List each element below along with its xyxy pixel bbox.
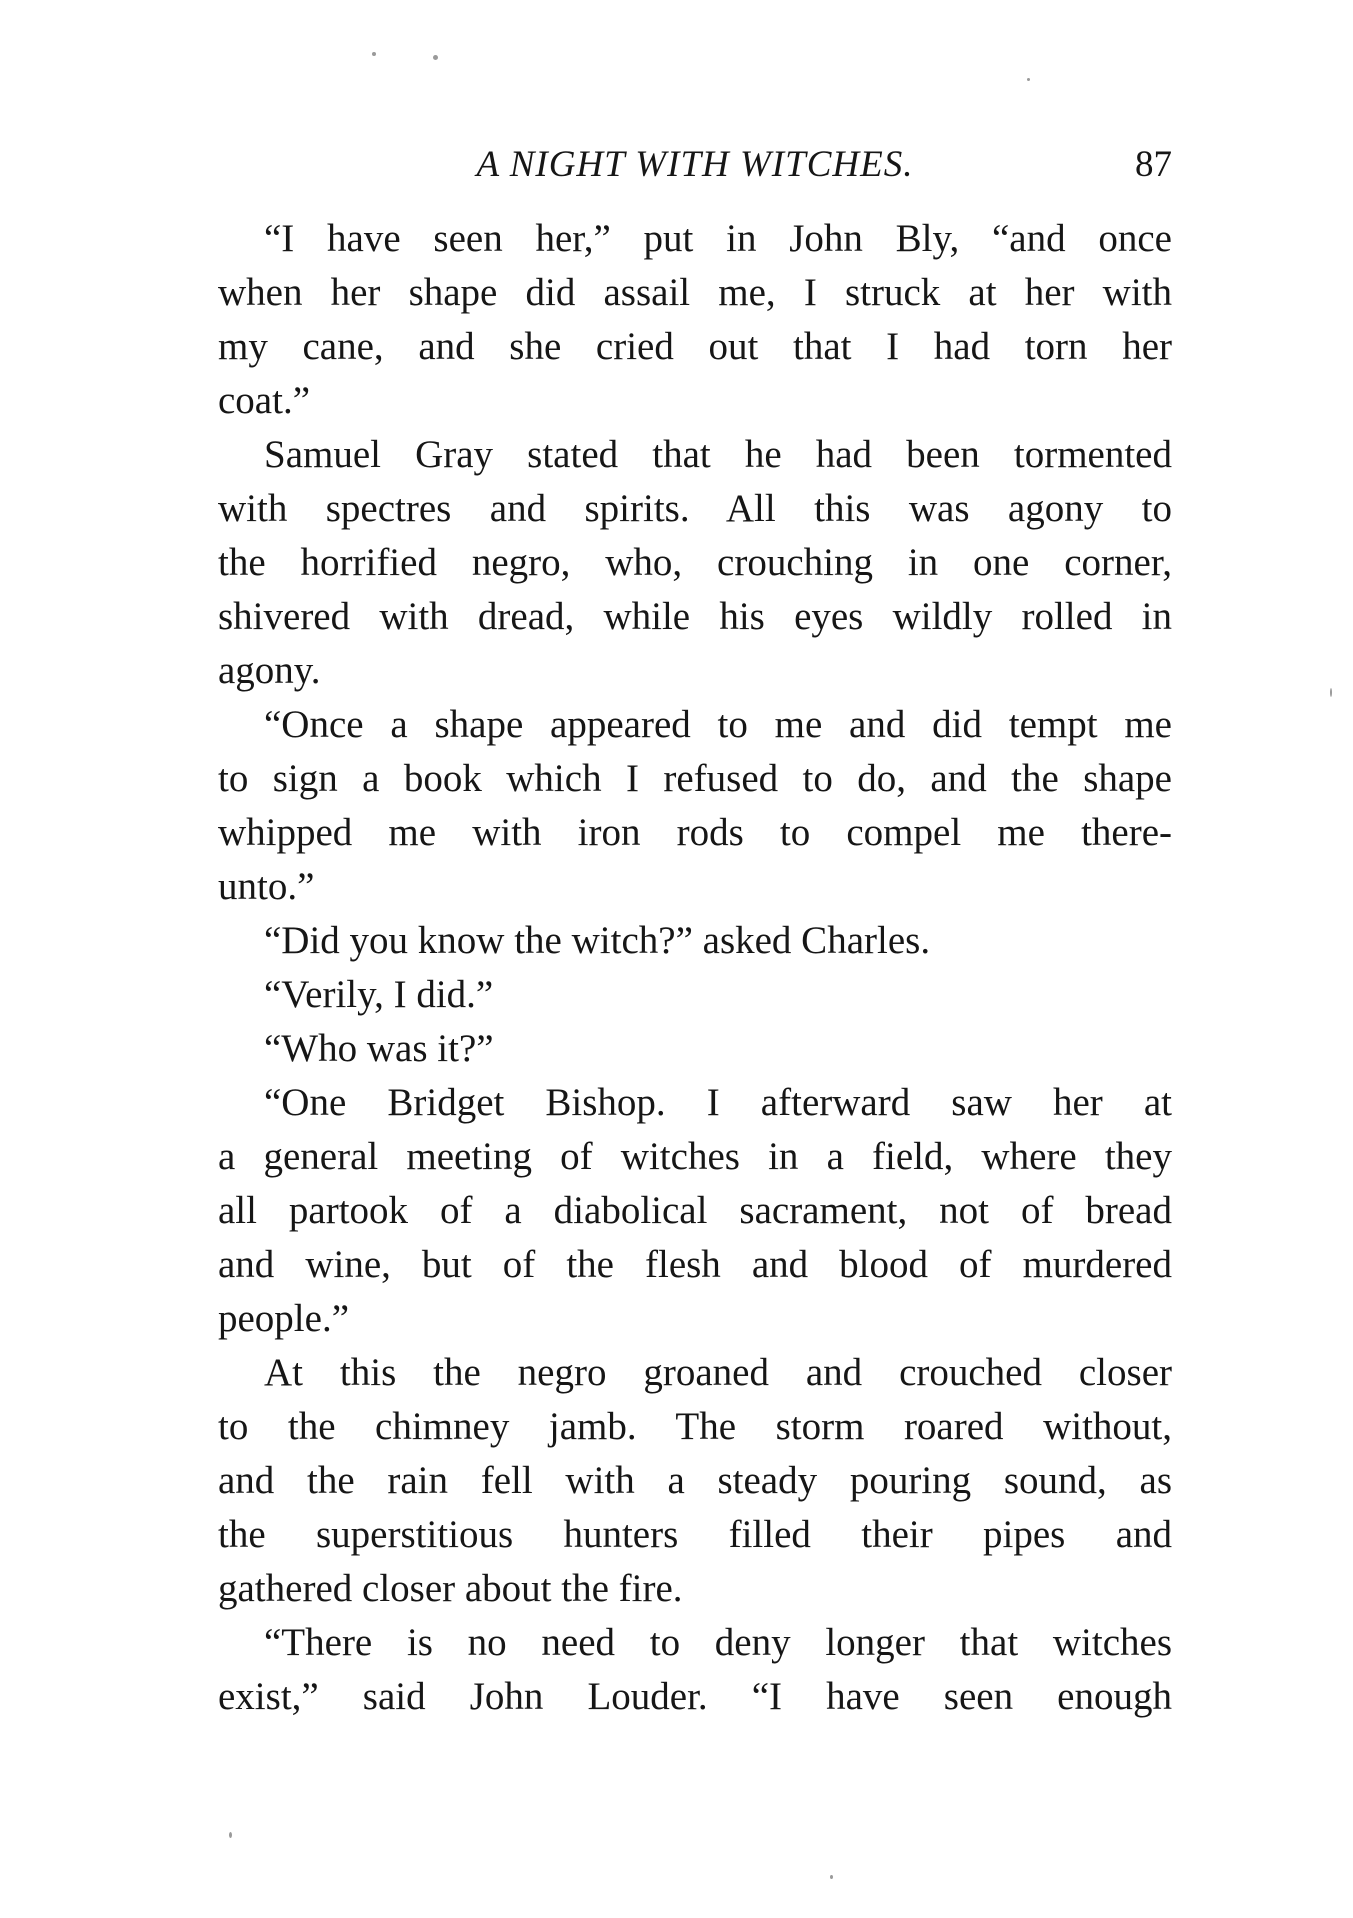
paragraph (218, 698, 1172, 914)
paragraph (218, 1346, 1172, 1616)
text-line: unto.” (218, 865, 315, 908)
text-line: “Once a shape appeared to me and did tempt me (264, 703, 1172, 746)
text-line: “One Bridget Bishop. I afterward saw her at (264, 1081, 1172, 1124)
paper-speck (433, 55, 438, 60)
text-line: my cane, and she cried out that I had torn her (218, 325, 1172, 368)
text-line: whipped me with iron rods to compel me there- (218, 811, 1172, 854)
paragraph (218, 1076, 1172, 1346)
text-line: “I have seen her,” put in John Bly, “and once (264, 217, 1172, 260)
paragraph (218, 212, 1172, 428)
text-line: gathered closer about the fire. (218, 1567, 683, 1610)
text-line: At this the negro groaned and crouched closer (264, 1351, 1172, 1394)
text-line: and the rain fell with a steady pouring sound, as (218, 1459, 1172, 1502)
text-line: agony. (218, 649, 321, 692)
paper-speck (1027, 78, 1030, 81)
text-line: a general meeting of witches in a field, where they (218, 1135, 1172, 1178)
text-line: when her shape did assail me, I struck at her with (218, 271, 1172, 314)
text-line: with spectres and spirits. All this was agony to (218, 487, 1172, 530)
paragraph (218, 914, 1172, 968)
paragraph (218, 428, 1172, 698)
text-line: “There is no need to deny longer that witches (264, 1621, 1172, 1664)
running-head (218, 140, 1172, 190)
text-line: to the chimney jamb. The storm roared without, (218, 1405, 1172, 1448)
text-line: the superstitious hunters filled their pipes and (218, 1513, 1172, 1556)
paper-speck (229, 1832, 232, 1838)
text-line: Samuel Gray stated that he had been tormented (264, 433, 1172, 476)
text-line: to sign a book which I refused to do, and the shape (218, 757, 1172, 800)
paper-speck (830, 1875, 833, 1879)
text-line: “Verily, I did.” (264, 973, 494, 1016)
body-text (218, 212, 1172, 1724)
text-line: exist,” said John Louder. “I have seen enough (218, 1675, 1172, 1718)
text-line: and wine, but of the flesh and blood of murdered (218, 1243, 1172, 1286)
paragraph (218, 968, 1172, 1022)
paper-speck (1330, 688, 1332, 697)
running-title: A NIGHT WITH WITCHES. (476, 144, 914, 185)
text-line: coat.” (218, 379, 311, 422)
text-line: shivered with dread, while his eyes wildly rolled in (218, 595, 1172, 638)
paragraph (218, 1616, 1172, 1724)
page-number: 87 (1135, 144, 1172, 185)
text-line: the horrified negro, who, crouching in one corner, (218, 541, 1172, 584)
text-line: people.” (218, 1297, 350, 1340)
paragraph (218, 1022, 1172, 1076)
paper-speck (372, 52, 376, 56)
text-line: “Did you know the witch?” asked Charles. (264, 919, 931, 962)
text-line: “Who was it?” (264, 1027, 494, 1070)
text-line: all partook of a diabolical sacrament, not of bread (218, 1189, 1172, 1232)
